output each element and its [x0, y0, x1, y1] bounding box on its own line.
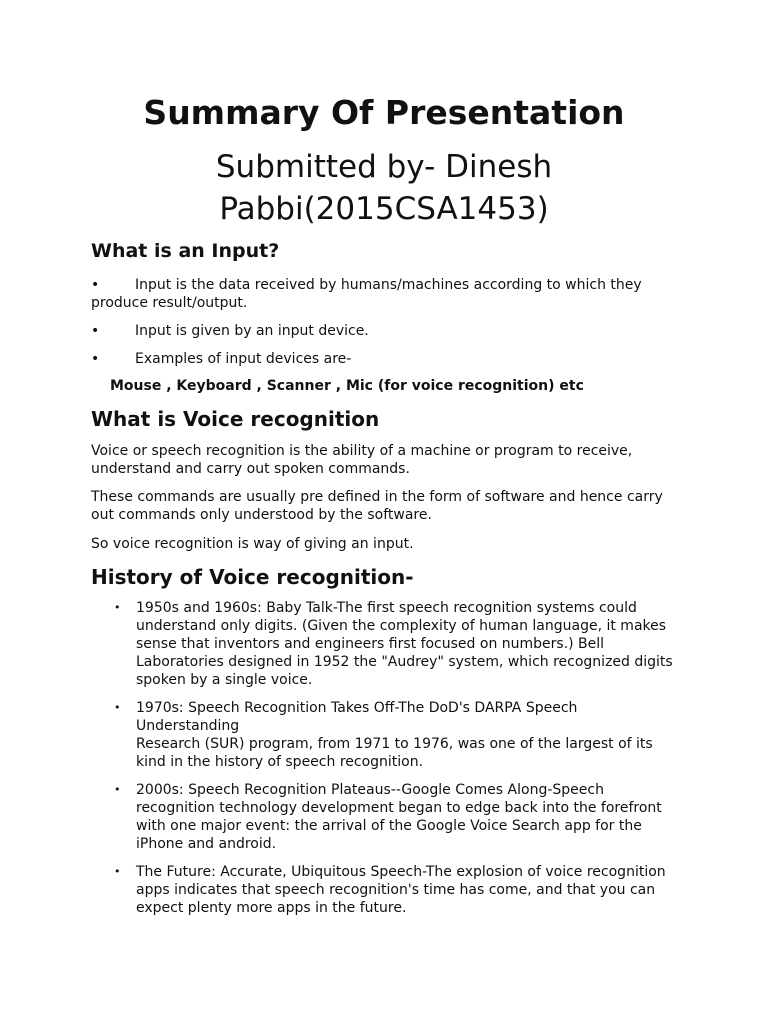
history-item-1950s [114, 599, 684, 689]
submitted-by-line: Submitted by- Dinesh [215, 149, 553, 185]
input-bullet-1-text: Input is the data received by humans/machines according to which they [135, 277, 642, 293]
history-item-line: 1970s: Speech Recognition Takes Off-The DoD's DARPA Speech Understanding [136, 700, 578, 734]
history-item-line: spoken by a single voice. [136, 672, 313, 688]
history-item-line: Research (SUR) program, from 1971 to 1976, was one of the largest of its [136, 736, 653, 752]
bullet-marker: • [114, 601, 121, 614]
input-bullet-2-text: Input is given by an input device. [135, 323, 369, 339]
input-bullet-3-text: Examples of input devices are- [135, 351, 352, 367]
document-title: Summary Of Presentation [143, 93, 625, 132]
voice-paragraph-1-line-1: Voice or speech recognition is the ability of a machine or program to receive, [91, 443, 633, 459]
history-item-line: iPhone and android. [136, 836, 277, 852]
bullet-marker: • [114, 865, 121, 878]
voice-paragraph-2-line-2: out commands only understood by the software. [91, 507, 432, 523]
history-item-line: understand only digits. (Given the complexity of human language, it makes [136, 618, 667, 634]
history-item-line: 1950s and 1960s: Baby Talk-The first speech recognition systems could [136, 600, 637, 616]
history-heading: History of Voice recognition- [91, 565, 414, 589]
history-list [114, 599, 684, 927]
voice-paragraph-2-line-1: These commands are usually pre defined in the form of software and hence carry [91, 489, 663, 505]
history-item-line: with one major event: the arrival of the Google Voice Search app for the [136, 818, 642, 834]
history-item-2000s [114, 781, 684, 853]
input-device-examples: Mouse , Keyboard , Scanner , Mic (for voice recognition) etc [110, 378, 584, 394]
history-item-line: expect plenty more apps in the future. [136, 900, 407, 916]
author-id-line: Pabbi(2015CSA1453) [219, 191, 549, 227]
input-bullet-2 [91, 322, 691, 340]
history-item-future [114, 863, 684, 917]
voice-paragraph-3 [91, 535, 691, 553]
history-item-line: 2000s: Speech Recognition Plateaus--Google Comes Along-Speech [136, 782, 604, 798]
voice-paragraph-1 [91, 442, 691, 478]
history-item-1970s [114, 699, 684, 771]
bullet-marker: • [91, 351, 100, 367]
input-heading: What is an Input? [91, 240, 280, 262]
voice-paragraph-1-line-2: understand and carry out spoken commands. [91, 461, 410, 477]
voice-heading: What is Voice recognition [91, 407, 380, 431]
input-bullet-3 [91, 350, 691, 368]
bullet-marker: • [91, 323, 100, 339]
voice-paragraph-3-line-1: So voice recognition is way of giving an input. [91, 536, 414, 552]
input-bullet-1-text-cont: produce result/output. [91, 295, 248, 311]
bullet-marker: • [91, 277, 100, 293]
history-item-line: Laboratories designed in 1952 the "Audrey" system, which recognized digits [136, 654, 673, 670]
history-item-line: sense that inventors and engineers first focused on numbers.) Bell [136, 636, 605, 652]
history-item-line: The Future: Accurate, Ubiquitous Speech-The explosion of voice recognition [136, 864, 666, 880]
bullet-marker: • [114, 701, 121, 714]
history-item-line: apps indicates that speech recognition's time has come, and that you can [136, 882, 656, 898]
bullet-marker: • [114, 783, 121, 796]
history-item-line: kind in the history of speech recognition. [136, 754, 424, 770]
history-item-line: recognition technology development began to edge back into the forefront [136, 800, 662, 816]
input-bullet-1 [91, 276, 691, 312]
voice-paragraph-2 [91, 488, 691, 524]
